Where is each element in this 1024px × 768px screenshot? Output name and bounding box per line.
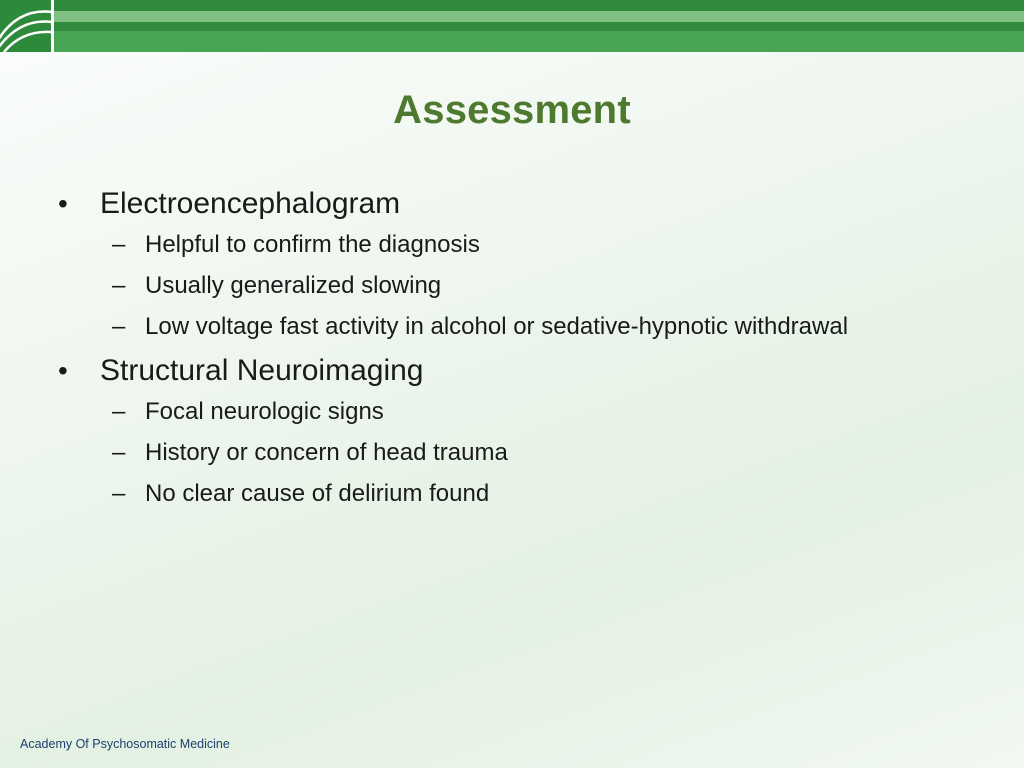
- slide-title: Assessment: [393, 88, 631, 132]
- header-stripe-dark-top: [0, 0, 1024, 11]
- bullet-icon: •: [58, 355, 68, 386]
- sub-item: [58, 269, 988, 310]
- header-stripe-dark: [0, 22, 1024, 31]
- sub-text: Helpful to confirm the diagnosis: [145, 231, 480, 258]
- logo: [0, 0, 54, 52]
- bullet-text: Structural Neuroimaging: [100, 354, 424, 387]
- bullet-item: [58, 184, 988, 228]
- dash-icon: –: [112, 313, 126, 340]
- slide-content: [58, 184, 988, 518]
- dash-icon: –: [112, 272, 126, 299]
- sub-item: [58, 228, 988, 269]
- sub-text: Focal neurologic signs: [145, 398, 384, 425]
- sub-text: History or concern of head trauma: [145, 439, 508, 466]
- sub-text: No clear cause of delirium found: [145, 480, 490, 507]
- header-stripe-light: [0, 11, 1024, 22]
- dash-icon: –: [112, 398, 126, 425]
- bullet-text: Electroencephalogram: [100, 187, 401, 220]
- sub-item: [58, 436, 988, 477]
- footer-text: Academy Of Psychosomatic Medicine: [20, 737, 230, 751]
- bullet-item: [58, 351, 988, 395]
- dash-icon: –: [112, 480, 126, 507]
- sub-text: Usually generalized slowing: [145, 272, 442, 299]
- sub-text: Low voltage fast activity in alcohol or sedative-hypnotic withdrawal: [145, 313, 849, 340]
- header-band: [0, 0, 1024, 52]
- logo-arcs-icon: [0, 0, 54, 52]
- dash-icon: –: [112, 231, 126, 258]
- dash-icon: –: [112, 439, 126, 466]
- bullet-icon: •: [58, 188, 68, 219]
- sub-item: [58, 310, 988, 351]
- header-stripe-mid: [0, 31, 1024, 52]
- sub-item: [58, 395, 988, 436]
- sub-item: [58, 477, 988, 518]
